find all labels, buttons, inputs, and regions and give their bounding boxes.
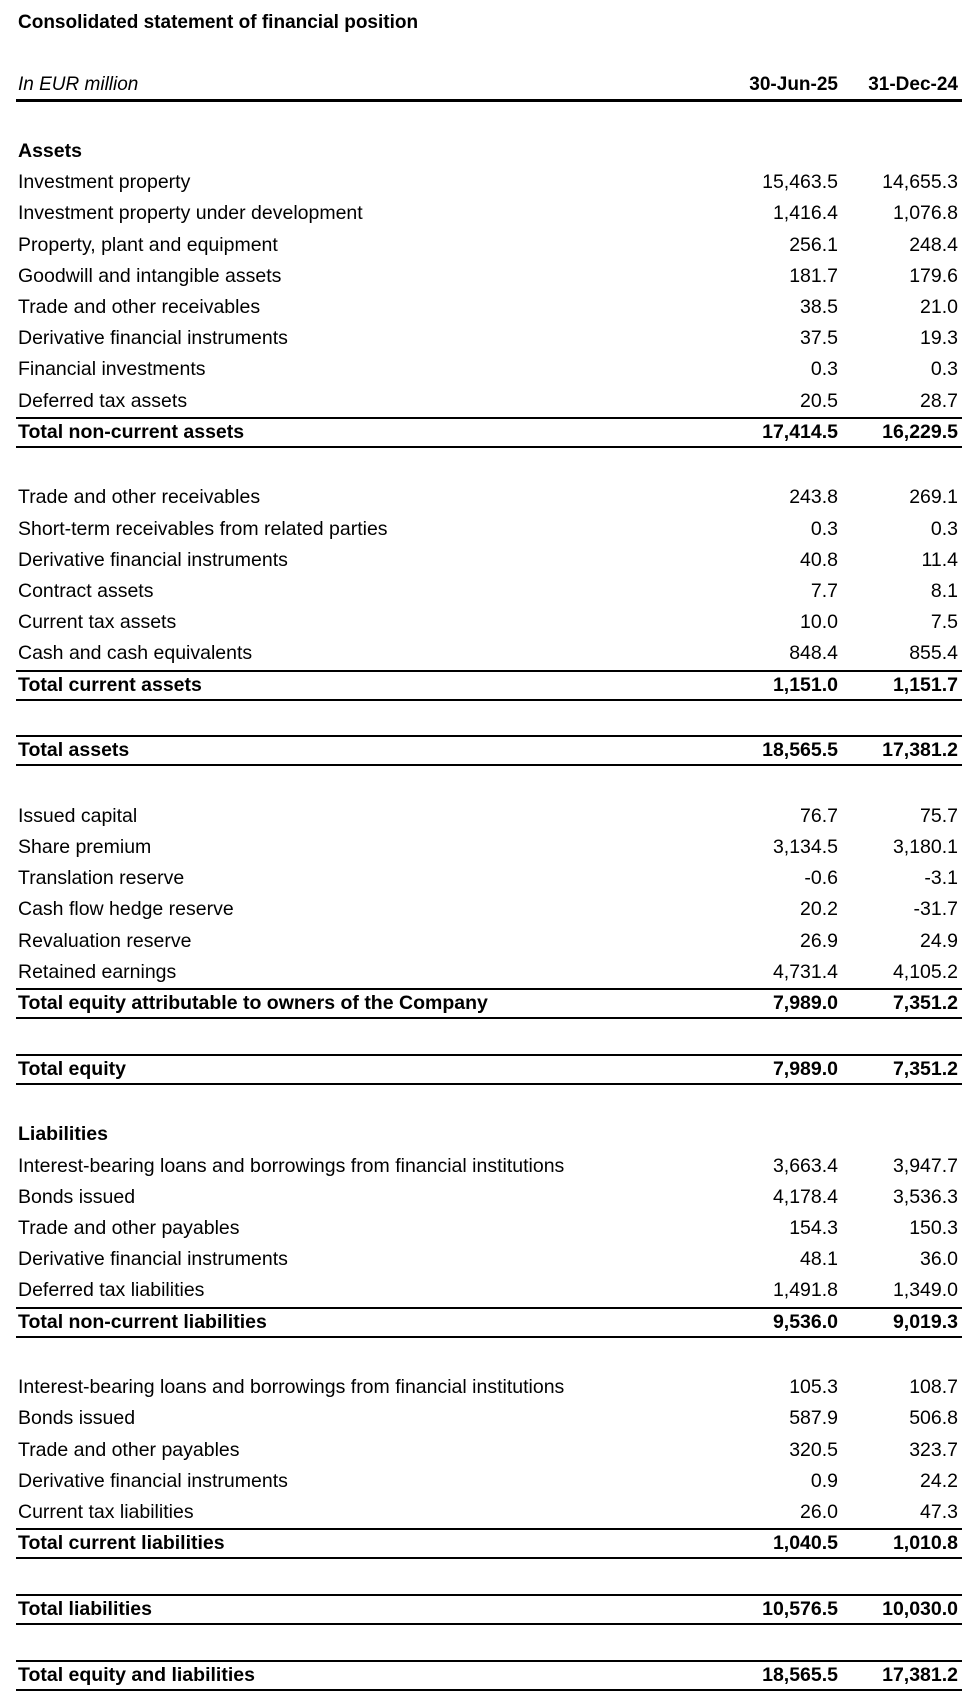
row-label: Trade and other receivables xyxy=(18,295,261,318)
table-row xyxy=(16,863,962,894)
value-31-dec-24: 269.1 xyxy=(909,486,958,509)
table-row xyxy=(16,926,962,957)
table-row xyxy=(16,638,962,669)
row-label: Derivative financial instruments xyxy=(18,1469,288,1492)
value-31-dec-24: 9,019.3 xyxy=(892,1310,958,1333)
value-31-dec-24: 4,105.2 xyxy=(892,960,958,983)
row-label: Liabilities xyxy=(18,1123,108,1146)
value-30-jun-25: 26.0 xyxy=(800,1500,838,1523)
value-30-jun-25: 1,416.4 xyxy=(772,202,838,225)
value-31-dec-24: 11.4 xyxy=(921,548,958,571)
value-30-jun-25: 7.7 xyxy=(810,579,838,602)
row-label: Property, plant and equipment xyxy=(18,233,278,256)
row-label: Total current liabilities xyxy=(18,1532,225,1555)
row-label: Trade and other receivables xyxy=(18,486,261,509)
value-31-dec-24: 108.7 xyxy=(909,1376,958,1399)
row-label: Assets xyxy=(18,140,82,162)
row-label: Total current assets xyxy=(18,673,202,696)
value-31-dec-24: 1,151.7 xyxy=(892,673,958,696)
total-row xyxy=(16,1307,962,1338)
value-30-jun-25: 40.8 xyxy=(800,548,838,571)
value-31-dec-24: 1,076.8 xyxy=(892,202,958,225)
row-label: Retained earnings xyxy=(18,960,177,983)
value-31-dec-24: 506.8 xyxy=(909,1407,958,1430)
value-30-jun-25: 3,663.4 xyxy=(772,1154,838,1177)
value-30-jun-25: 18,565.5 xyxy=(762,739,838,762)
table-row xyxy=(16,386,962,417)
value-30-jun-25: 76.7 xyxy=(800,804,838,827)
row-label: Trade and other payables xyxy=(18,1216,240,1239)
value-31-dec-24: 3,947.7 xyxy=(892,1154,958,1177)
row-label: Short-term receivables from related parties xyxy=(18,517,388,540)
value-30-jun-25: 848.4 xyxy=(789,642,838,665)
table-row xyxy=(16,482,962,513)
value-30-jun-25: 37.5 xyxy=(800,327,838,350)
value-30-jun-25: 7,989.0 xyxy=(772,1057,838,1080)
row-label: Total non-current assets xyxy=(18,420,245,443)
table-row xyxy=(16,198,962,229)
value-31-dec-24: -31.7 xyxy=(913,898,958,921)
value-30-jun-25: 0.3 xyxy=(810,517,838,540)
row-label: Bonds issued xyxy=(18,1185,136,1208)
table-row xyxy=(16,514,962,545)
value-30-jun-25: 38.5 xyxy=(800,295,838,318)
value-31-dec-24: 150.3 xyxy=(909,1216,958,1239)
value-30-jun-25: 1,491.8 xyxy=(772,1279,838,1302)
value-30-jun-25: 587.9 xyxy=(789,1407,838,1430)
statement-rows xyxy=(16,136,962,1691)
value-31-dec-24: 7,351.2 xyxy=(892,1057,958,1080)
value-31-dec-24: 17,381.2 xyxy=(882,739,958,762)
row-label: Total equity attributable to owners of the Company xyxy=(18,992,488,1014)
row-label: Total liabilities xyxy=(18,1597,152,1620)
row-label: Interest-bearing loans and borrowings from financial institutions xyxy=(18,1376,565,1399)
row-spacer xyxy=(16,1559,962,1594)
table-row xyxy=(16,1372,962,1403)
value-31-dec-24: 10,030.0 xyxy=(882,1597,958,1620)
value-31-dec-24: 855.4 xyxy=(909,642,958,665)
value-30-jun-25: 0.3 xyxy=(810,358,838,381)
table-row xyxy=(16,1403,962,1434)
column-header-31-dec-24: 31-Dec-24 xyxy=(868,74,958,95)
table-row xyxy=(16,1182,962,1213)
row-label: Trade and other payables xyxy=(18,1438,240,1461)
value-30-jun-25: 15,463.5 xyxy=(762,171,838,194)
value-30-jun-25: -0.6 xyxy=(804,867,838,890)
row-label: Derivative financial instruments xyxy=(18,548,288,571)
value-30-jun-25: 10.0 xyxy=(800,611,838,634)
value-30-jun-25: 7,989.0 xyxy=(772,992,838,1014)
table-row xyxy=(16,292,962,323)
value-31-dec-24: 323.7 xyxy=(909,1438,958,1461)
row-label: Derivative financial instruments xyxy=(18,327,288,350)
value-31-dec-24: 248.4 xyxy=(909,233,958,256)
value-31-dec-24: 36.0 xyxy=(920,1248,958,1271)
statement-title: Consolidated statement of financial position xyxy=(18,12,419,33)
row-label: Deferred tax assets xyxy=(18,389,188,412)
table-row xyxy=(16,1275,962,1306)
total-row xyxy=(16,1528,962,1559)
table-row xyxy=(16,1244,962,1275)
value-30-jun-25: 1,151.0 xyxy=(772,673,838,696)
value-31-dec-24: 7.5 xyxy=(930,611,958,634)
value-30-jun-25: 9,536.0 xyxy=(772,1310,838,1333)
value-30-jun-25: 105.3 xyxy=(789,1376,838,1399)
row-label: Bonds issued xyxy=(18,1407,136,1430)
value-30-jun-25: 26.9 xyxy=(800,929,838,952)
value-30-jun-25: 18,565.5 xyxy=(762,1663,838,1686)
value-31-dec-24: 7,351.2 xyxy=(892,992,958,1014)
value-30-jun-25: 4,731.4 xyxy=(772,960,838,983)
value-31-dec-24: 3,536.3 xyxy=(892,1185,958,1208)
value-31-dec-24: 47.3 xyxy=(920,1500,958,1523)
table-row xyxy=(16,801,962,832)
total-row xyxy=(16,735,962,766)
value-31-dec-24: 19.3 xyxy=(920,327,958,350)
value-30-jun-25: 0.9 xyxy=(810,1469,838,1492)
row-label: Interest-bearing loans and borrowings from financial institutions xyxy=(18,1154,565,1177)
table-header xyxy=(16,74,962,102)
value-31-dec-24: 17,381.2 xyxy=(882,1663,958,1686)
value-31-dec-24: 8.1 xyxy=(930,579,958,602)
table-row xyxy=(16,167,962,198)
row-spacer xyxy=(16,1085,962,1120)
value-31-dec-24: 28.7 xyxy=(920,389,958,412)
value-30-jun-25: 3,134.5 xyxy=(772,836,838,859)
unit-label: In EUR million xyxy=(18,74,139,95)
row-label: Goodwill and intangible assets xyxy=(18,264,282,287)
row-label: Issued capital xyxy=(18,804,138,827)
value-31-dec-24: 24.9 xyxy=(920,929,958,952)
row-spacer xyxy=(16,1338,962,1373)
table-row xyxy=(16,545,962,576)
value-30-jun-25: 181.7 xyxy=(789,264,838,287)
value-30-jun-25: 1,040.5 xyxy=(772,1532,838,1555)
table-row xyxy=(16,894,962,925)
table-row xyxy=(16,354,962,385)
table-row xyxy=(16,1213,962,1244)
value-31-dec-24: 1,349.0 xyxy=(892,1279,958,1302)
section-heading xyxy=(16,136,962,167)
row-label: Financial investments xyxy=(18,358,206,381)
row-label: Investment property xyxy=(18,171,191,194)
table-row xyxy=(16,832,962,863)
value-30-jun-25: 20.2 xyxy=(800,898,838,921)
row-label: Total assets xyxy=(18,739,130,762)
value-31-dec-24: 1,010.8 xyxy=(892,1532,958,1555)
value-31-dec-24: 14,655.3 xyxy=(882,171,958,194)
total-row xyxy=(16,1594,962,1625)
row-label: Cash flow hedge reserve xyxy=(18,898,234,921)
row-spacer xyxy=(16,1625,962,1660)
row-spacer xyxy=(16,701,962,736)
row-label: Total non-current liabilities xyxy=(18,1310,267,1333)
table-row xyxy=(16,1497,962,1528)
row-label: Total equity and liabilities xyxy=(18,1663,255,1686)
row-label: Deferred tax liabilities xyxy=(18,1279,205,1302)
row-label: Revaluation reserve xyxy=(18,929,192,952)
table-row xyxy=(16,323,962,354)
row-label: Current tax liabilities xyxy=(18,1500,194,1523)
value-31-dec-24: 179.6 xyxy=(909,264,958,287)
total-row xyxy=(16,1054,962,1085)
value-30-jun-25: 10,576.5 xyxy=(762,1597,838,1620)
value-31-dec-24: 0.3 xyxy=(930,517,958,540)
total-row xyxy=(16,670,962,701)
value-31-dec-24: 75.7 xyxy=(920,804,958,827)
table-row xyxy=(16,1435,962,1466)
row-label: Translation reserve xyxy=(18,867,185,890)
value-31-dec-24: 24.2 xyxy=(920,1469,958,1492)
row-label: Share premium xyxy=(18,836,152,859)
value-31-dec-24: 0.3 xyxy=(930,358,958,381)
row-label: Contract assets xyxy=(18,579,154,602)
value-30-jun-25: 17,414.5 xyxy=(762,420,838,443)
row-label: Cash and cash equivalents xyxy=(18,642,253,665)
value-30-jun-25: 320.5 xyxy=(789,1438,838,1461)
table-row xyxy=(16,576,962,607)
value-30-jun-25: 154.3 xyxy=(789,1216,838,1239)
column-header-30-jun-25: 30-Jun-25 xyxy=(749,74,838,95)
value-31-dec-24: 21.0 xyxy=(920,295,958,318)
value-30-jun-25: 4,178.4 xyxy=(772,1185,838,1208)
total-row xyxy=(16,988,962,1019)
value-30-jun-25: 256.1 xyxy=(789,233,838,256)
row-spacer xyxy=(16,1019,962,1054)
table-row xyxy=(16,607,962,638)
table-row xyxy=(16,1466,962,1497)
table-row xyxy=(16,230,962,261)
row-label: Derivative financial instruments xyxy=(18,1248,288,1271)
table-row xyxy=(16,957,962,988)
value-31-dec-24: 16,229.5 xyxy=(882,420,958,443)
table-row xyxy=(16,1151,962,1182)
row-spacer xyxy=(16,448,962,483)
section-heading xyxy=(16,1119,962,1150)
value-30-jun-25: 20.5 xyxy=(800,389,838,412)
total-row xyxy=(16,417,962,448)
value-31-dec-24: 3,180.1 xyxy=(892,836,958,859)
value-31-dec-24: -3.1 xyxy=(924,867,958,890)
total-row xyxy=(16,1660,962,1691)
row-label: Current tax assets xyxy=(18,611,177,634)
value-30-jun-25: 243.8 xyxy=(789,486,838,509)
value-30-jun-25: 48.1 xyxy=(800,1248,838,1271)
table-row xyxy=(16,261,962,292)
row-label: Total equity xyxy=(18,1057,126,1080)
row-label: Investment property under development xyxy=(18,202,363,225)
row-spacer xyxy=(16,766,962,801)
